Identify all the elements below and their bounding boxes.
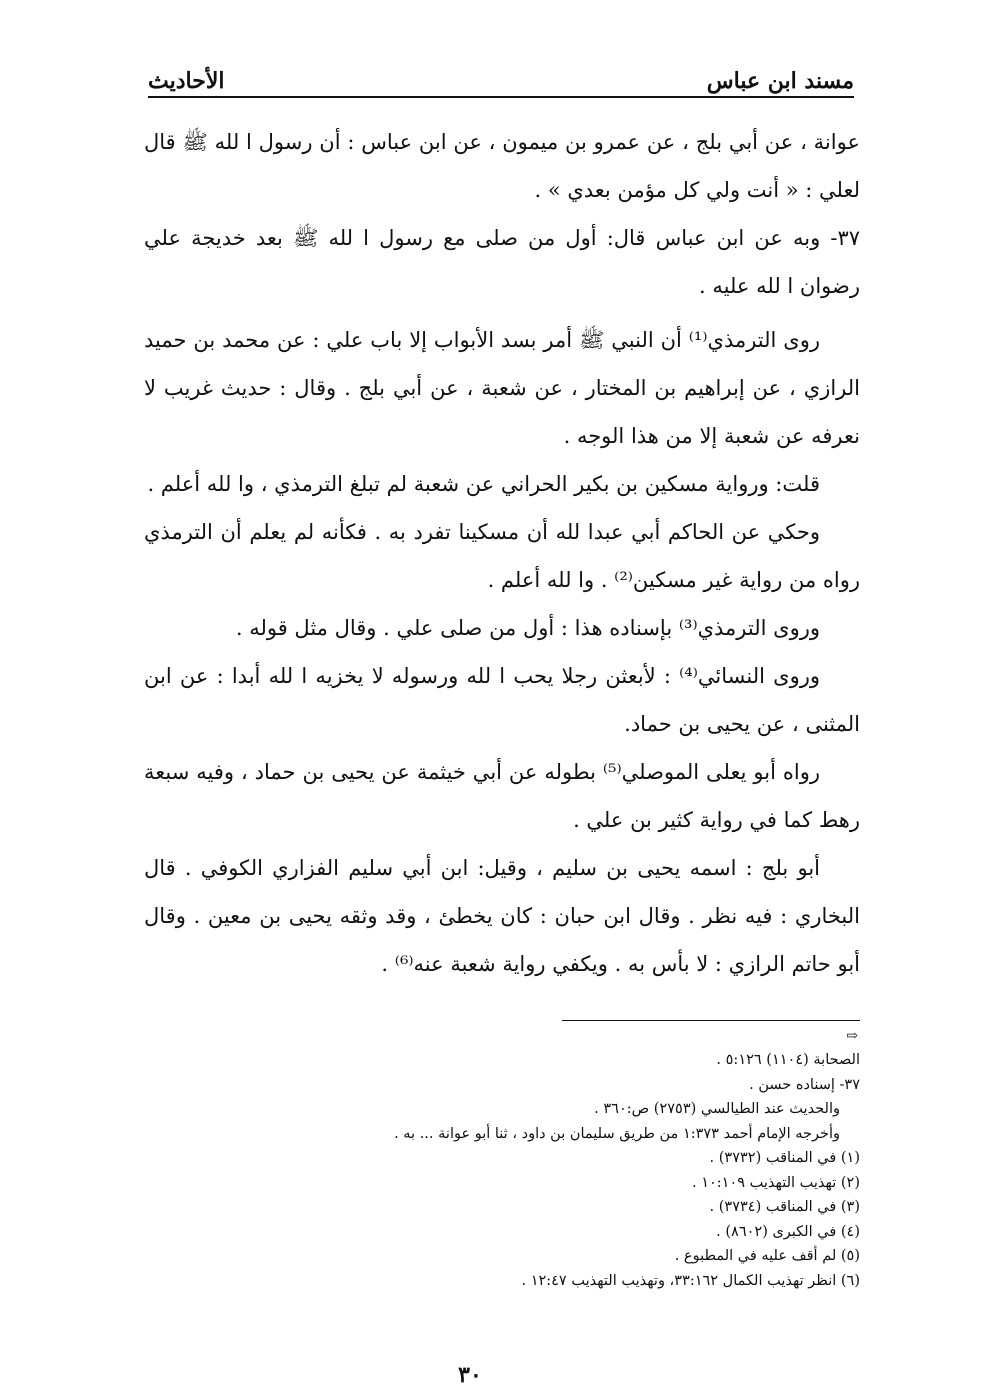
- footnote-line: (٤) في الكبرى (٨٦٠٢) .: [716, 1223, 860, 1240]
- paragraph-4: قلت: ورواية مسكين بن بكير الحراني عن شعبة لم تبلغ الترمذي ، وا لله أعلم .: [147, 472, 820, 496]
- paragraph-8: رواه أبو يعلى الموصلي⁽⁵⁾ بطوله عن أبي خيثمة عن يحيى بن حماد ، وفيه سبعة رهط كما في رواية كثير بن علي .: [144, 760, 860, 832]
- continuation-arrow-icon: ⇨: [846, 1028, 858, 1044]
- paragraph-5: وحكي عن الحاكم أبي عبدا لله أن مسكينا تفرد به . فكأنه لم يعلم أن الترمذي رواه من رواية غير مسكين⁽²⁾ . وا لله أعلم .: [144, 520, 860, 592]
- paragraph-6: وروى الترمذي⁽³⁾ بإسناده هذا : أول من صلى علي . وقال مثل قوله .: [235, 616, 820, 640]
- running-header: [148, 52, 854, 94]
- paragraph-7: وروى النسائي⁽⁴⁾ : لأبعثن رجلا يحب ا لله ورسوله لا يخزيه ا لله أبدا : عن ابن المثنى ، عن يحيى بن حماد.: [144, 664, 860, 736]
- page-number: ٣٠: [458, 1362, 482, 1388]
- header-book-title: مسند ابن عباس: [706, 68, 854, 94]
- footnote-line: (١) في المناقب (٣٧٣٢) .: [709, 1150, 860, 1166]
- footnote-line: (٣) في المناقب (٣٧٣٤) .: [709, 1199, 860, 1215]
- paragraph-3: روى الترمذي⁽¹⁾ أن النبي ﷺ أمر بسد الأبواب إلا باب علي : عن محمد بن حميد الرازي ، عن إبراهيم بن المختار ، عن شعبة ، عن أبي بلج . وقال : حديث غريب لا نعرفه عن شعبة إلا من هذا الوجه .: [144, 328, 860, 448]
- footnote-line: ٣٧- إسناده حسن .: [749, 1076, 860, 1093]
- footnote-rule: [562, 1020, 860, 1021]
- header-section-title: الأحاديث: [148, 68, 225, 94]
- footnote-line: وأخرجه الإمام أحمد ١:٣٧٣ من طريق سليمان بن داود ، ثنا أبو عوانة ... به .: [394, 1125, 840, 1142]
- footnote-line: (٦) انظر تهذيب الكمال ٣٣:١٦٢، وتهذيب التهذيب ١٢:٤٧ .: [521, 1272, 860, 1289]
- footnote-line: (٥) لم أقف عليه في المطبوع .: [674, 1248, 860, 1264]
- footnote-line: (٢) تهذيب التهذيب ١٠:١٠٩ .: [692, 1174, 860, 1191]
- paragraph-hadith-37: ٣٧- وبه عن ابن عباس قال: أول من صلى مع رسول ا لله ﷺ بعد خديجة علي رضوان ا لله عليه .: [144, 226, 860, 298]
- footnote-line: الصحابة (١١٠٤) ٥:١٢٦ .: [716, 1052, 860, 1068]
- footnotes: [300, 1048, 860, 1293]
- paragraph-1: عوانة ، عن أبي بلج ، عن عمرو بن ميمون ، عن ابن عباس : أن رسول ا لله ﷺ قال لعلي : « أنت ولي كل مؤمن بعدي » .: [144, 130, 860, 202]
- footnote-line: والحديث عند الطيالسي (٢٧٥٣) ص:٣٦٠ .: [594, 1101, 840, 1117]
- header-rule: [148, 96, 854, 98]
- paragraph-9: أبو بلج : اسمه يحيى بن سليم ، وقيل: ابن أبي سليم الفزاري الكوفي . قال البخاري : فيه نظر . وقال ابن حبان : كان يخطئ ، وقد وثقه يحيى بن معين . وقال أبو حاتم الرازي : لا بأس به . ويكفي رواية شعبة عنه⁽⁶⁾ .: [144, 856, 860, 976]
- main-text: [144, 118, 860, 988]
